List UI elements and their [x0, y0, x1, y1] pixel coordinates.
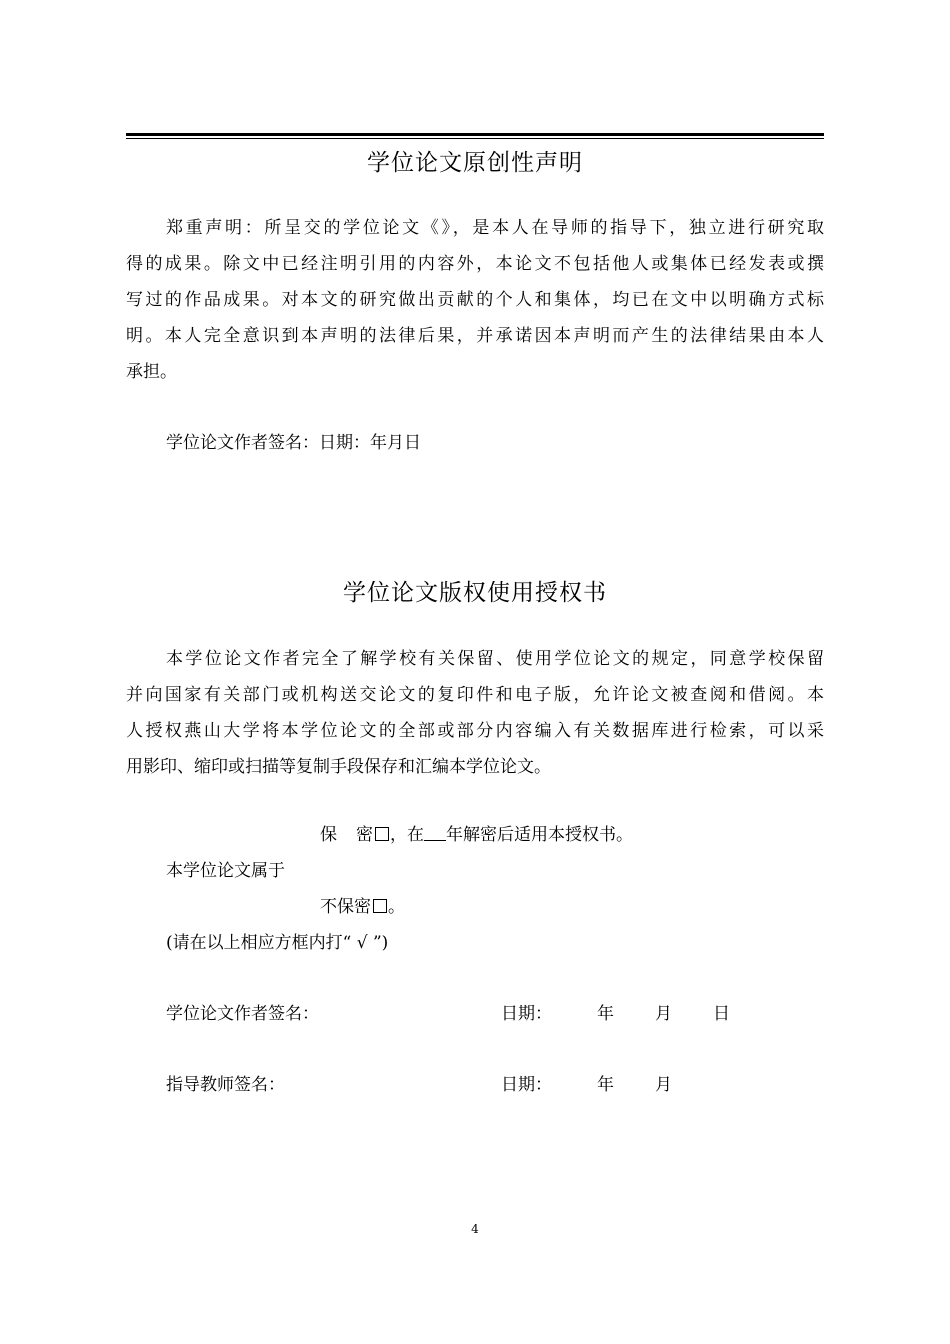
originality-line-4: 明。本人完全意识到本声明的法律后果，并承诺因本声明而产生的法律结果由本人 [126, 326, 824, 346]
authorization-line-4: 用影印、缩印或扫描等复制手段保存和汇编本学位论文。 [126, 757, 551, 777]
header-rule-thick [126, 133, 824, 136]
secret-checkbox[interactable] [375, 827, 389, 841]
authorization-title: 学位论文版权使用授权书 [343, 580, 607, 606]
advisor-date-label: 日期： [501, 1075, 552, 1095]
advisor-signature-label: 指导教师签名： [166, 1075, 285, 1095]
authorization-line-1: 本学位论文作者完全了解学校有关保留、使用学位论文的规定，同意学校保留 [166, 649, 824, 669]
secret-suffix-1: ，在 [390, 825, 424, 845]
not-secret-suffix: 。 [388, 897, 405, 917]
secret-label-a: 保 [320, 825, 337, 845]
belongs-label: 本学位论文属于 [166, 861, 285, 881]
checkbox-instruction: (请在以上相应方框内打“ √ ”) [166, 933, 389, 953]
page-number: 4 [471, 1222, 479, 1236]
originality-line-3: 写过的作品成果。对本文的研究做出贡献的个人和集体，均已在文中以明确方式标 [126, 290, 824, 310]
secret-label-b: 密 [356, 825, 373, 845]
author-signature-label: 学位论文作者签名： [166, 1004, 319, 1024]
author-date-label: 日期： [501, 1004, 552, 1024]
secret-option [320, 824, 633, 846]
authorization-line-3: 人授权燕山大学将本学位论文的全部或部分内容编入有关数据库进行检索，可以采 [126, 721, 824, 741]
authorization-line-2: 并向国家有关部门或机构送交论文的复印件和电子版，允许论文被查阅和借阅。本 [126, 685, 824, 705]
header-rule-thin [126, 138, 824, 139]
originality-line-5: 承担。 [126, 362, 177, 382]
author-date-month: 月 [655, 1004, 672, 1024]
advisor-date-month: 月 [655, 1075, 672, 1095]
author-date-year: 年 [597, 1004, 614, 1024]
originality-signature-line: 学位论文作者签名：日期：年月日 [166, 433, 421, 453]
originality-body [126, 210, 824, 390]
originality-title: 学位论文原创性声明 [367, 150, 583, 176]
not-secret-option [320, 896, 405, 918]
secret-suffix-2: 年解密后适用本授权书。 [446, 825, 633, 845]
not-secret-checkbox[interactable] [373, 899, 387, 913]
originality-line-1: 郑重声明：所呈交的学位论文《》，是本人在导师的指导下，独立进行研究取 [166, 218, 824, 238]
authorization-body [126, 641, 824, 785]
not-secret-label: 不保密 [320, 897, 371, 917]
author-date-day: 日 [713, 1004, 730, 1024]
advisor-date-year: 年 [597, 1075, 614, 1095]
originality-line-2: 得的成果。除文中已经注明引用的内容外，本论文不包括他人或集体已经发表或撰 [126, 254, 824, 274]
declassify-years-field[interactable] [424, 826, 446, 841]
